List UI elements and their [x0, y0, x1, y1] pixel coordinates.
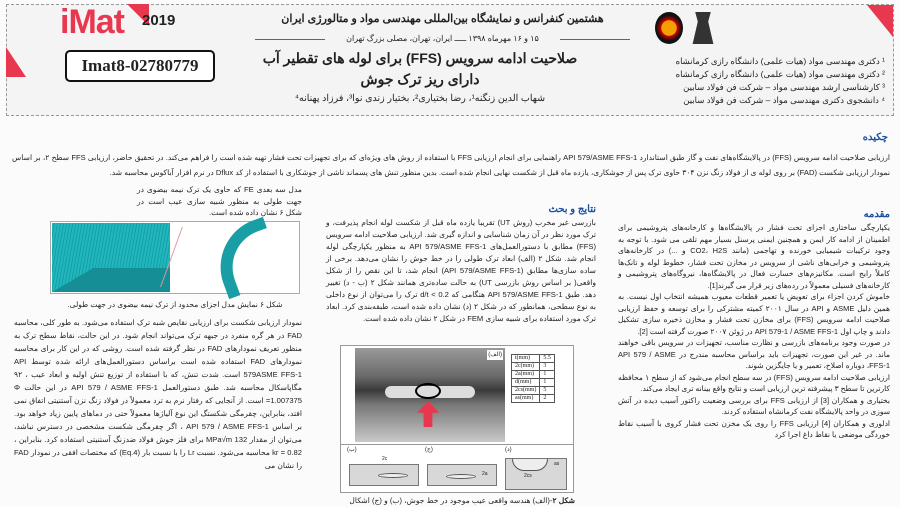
sketch-c — [427, 464, 497, 486]
results-column — [326, 203, 596, 325]
sketch-b — [349, 456, 419, 486]
paragraph: در صورت وجود برنامه‌های بازرسی و نظارت مناسب، تجهیزات در سرویس باقی خواهند ماند. در غیر این صورت، تجهیزات باید براساس محاسبه مندرج در API 579 / ASME FFS-1، دوباره اصلاح، تعمیر و یا جایگزین شوند. — [618, 338, 890, 370]
table-row — [512, 379, 555, 387]
cell: 2c(mm) — [512, 363, 540, 371]
divider — [560, 39, 630, 40]
figure-label: (د) — [505, 447, 512, 453]
table-row — [512, 363, 555, 371]
dimension-label: 2cs — [524, 473, 532, 479]
affiliations — [615, 55, 885, 107]
weld-photo — [355, 348, 505, 442]
results-heading: نتایج و بحث — [548, 204, 596, 215]
dimension-label: as — [554, 461, 560, 467]
affiliation: ¹ دکتری مهندسی مواد (هیات علمی) دانشگاه رازی کرمانشاه — [675, 56, 885, 66]
cell: 2 — [540, 395, 555, 403]
paragraph: یکپارچگی ساختاری اجزای تحت فشار در پالایشگاه‌ها و کارخانه‌های پتروشیمی برای اطمینان از ادامه کار ایمن و همچنین ایمنی پرسنل بسیار مهم تلقی می شود. با توجه به وجود ترکیبات شیمیایی خورنده و تهاجمی (مانند CO2، H2S و ...) در کارخانه‌های پتروشیمی و خرابی‌های ناشی از سرویس در مخازن تحت فشار، خطوط لوله و تانک‌ها کاملاً رایج است. مکانیزم‌های خسارت فعال در پالایشگاه‌ها، نیروگاه‌های پتروشیمی و کارخانه‌های فسیلی معمولاً در رده‌های زیر قرار می گیرند[1]. — [618, 223, 890, 290]
society-logo — [655, 12, 683, 44]
decor-triangle — [867, 5, 893, 37]
figure-label: (الف) — [488, 352, 502, 358]
paragraph: خاموش کردن اجزاء برای تعویض یا تعمیر قطعات معیوب همیشه انتخاب اول نیست. به همین دلیل ASME و API در سال ۲۰۰۱ کمیته مشترکی را برای توسعه و حفظ ارزیابی صلاحیت ادامه سرویس (FFS) برای مخازن تحت فشار و مخازن ذخیره سازی تشکیل دادند و چاپ اول API 579-1 / ASME FFS-1 در ژوئن ۲۰۰۷ صورت گرفته است [2]. — [618, 292, 891, 336]
crack-marker-circle — [415, 383, 441, 399]
paper-title-line2: دارای ریز ترک جوش — [360, 71, 480, 87]
paragraph: بختیاری و همکاران [3] از ارزیابی FFS برای بررسی وضعیت راکتور آسیب دیده در آتش سوزی در واحد پالایشگاه نفت کرمانشاه استفاده کردند. — [618, 395, 890, 416]
caption-text: -(الف) هندسه واقعی عیب موجود در خط جوش، (ب) و (ج) اشکال — [349, 496, 553, 505]
divider — [341, 444, 573, 445]
paragraph: ادلوری و همکاران [4] ارزیابی FFS را روی یک مخزن تحت فشار کروی با آسیب نقاط خوردگی موضعی یا نقاط داغ اجرا کرد — [618, 418, 891, 439]
divider — [255, 39, 325, 40]
paragraph: نمودار ارزیابی شکست برای ارزیابی نقایص شبه ترک استفاده می‌شود. به طور کلی، محاسبه FAD در هر گره منفرد در جبهه ترک می‌تواند انجام شود. در این حالت، نقاط سطح ترک به منظور تعریف نمودارهای FAD در نظر گرفته شده است. روشی که در این کار برای محاسبه نمودارهای FAD استفاده شده است براساس دستورالعمل‌های ارائه شده توسط API 579ASME FFS-1 است. شدت تنش، که با استفاده از توزیع تنش اولیه و ابعاد عیب ، ۹۲ مگاپاسکال محاسبه شد. طبق دستورالعمل API 579 / ASME FFS-1 در این حالت Φ =1.007375 است. از آنجایی که رفتار نرم به ترد معمولاً در فولاد زنگ نزن آستنیتی اتفاق نمی افتد، بنابراین، چقرمگی شکستگ این نوع آلیاژها معمولاً حتی در دماهای پایین زیاد خواهد بود. بر اساس API 579 / ASME FFS-1 ، اگر چقرمگی شکست مشخصی در دسترس نباشد، می‌توان از مقدار 132 MPa√m برای فلز جوش فولاد ضدزنگ آستنیتی استفاده کرد. بنابراین ، kr = 0.82 محاسبه می‌شود. نسبت Lr را با نسبت بار (Eq.4) که مختصات افقی در نمودار FAD را نشان می — [14, 318, 303, 470]
paper-title: صلاحیت ادامه سرویس (FFS) برای لوله های تقطیر آب — [262, 50, 578, 66]
cell: 3 — [540, 363, 555, 371]
caption-label: شکل ۲ — [552, 496, 575, 505]
figure-label: (ب) — [347, 447, 357, 453]
figure-6-caption: شکل ۶ نمایش مدل اجزای محدود از ترک نیمه بیضوی در جهت طولی. — [67, 300, 283, 309]
introduction-column — [618, 208, 890, 441]
cell: 1 — [540, 379, 555, 387]
dimension-label: 2c — [382, 456, 388, 462]
paragraph: مدل سه بعدی FE که حاوی یک ترک نیمه بیضوی در جهت طولی به منظور شبیه سازی عیب است در شکل ۶ نشان داده شده است. — [137, 185, 303, 217]
authors: شهاب الدین زنگنه¹، رضا بختیاری²، بختیار زندی نوا³، فرزاد پهنانه⁴ — [294, 93, 546, 104]
cell: 5 — [540, 387, 555, 395]
affiliation: ² دکتری مهندسی مواد (هیات علمی) دانشگاه رازی کرمانشاه — [675, 69, 885, 79]
figure-2 — [340, 345, 574, 493]
figure-label: (ج) — [425, 447, 433, 453]
cell: 5.5 — [540, 355, 555, 363]
affiliation: ⁴ دانشجوی دکتری مهندسی مواد – شرکت فن فولاد سابین — [683, 95, 885, 105]
paragraph: ارزیابی صلاحیت ادامه سرویس (FFS) در سه سطح انجام می‌شود که از سطح ۱ محافظه کارترین تا سطح ۳ پیشرفته ترین ارزیابی است و نتایج واقع بینانه تری ایجاد می‌کند. — [618, 372, 890, 393]
figure-6 — [50, 221, 300, 294]
cell: 2cs(mm) — [512, 387, 540, 395]
table-row — [512, 387, 555, 395]
conference-name: هشتمین کنفرانس و نمایشگاه بین‌المللی مهندسی مواد و متالورژی ایران — [281, 13, 604, 25]
cell: t(mm) — [512, 355, 540, 363]
table-row — [512, 371, 555, 379]
cell: d(mm) — [512, 379, 540, 387]
cell: 1 — [540, 371, 555, 379]
arrow-up-icon — [417, 401, 439, 427]
affiliation: ³ کارشناسی ارشد مهندسی مواد – شرکت فن فولاد سابین — [683, 82, 885, 92]
dimension-label: 2a — [482, 471, 488, 477]
abstract-heading: چکیده — [862, 132, 888, 143]
crack-dimension-table — [511, 354, 555, 403]
cell: as(mm) — [512, 395, 540, 403]
logo-year: 2019 — [142, 12, 176, 29]
left-column — [14, 184, 302, 219]
imat-logo: iMat — [60, 3, 124, 41]
table-row — [512, 355, 555, 363]
conference-dates: ۱۵ و ۱۶ مهرماه ۱۳۹۸ ـــــ ایران، تهران، مصلی بزرگ تهران — [346, 34, 539, 43]
abstract-text: ارزیابی صلاحیت ادامه سرویس (FFS) در پالایشگاه‌های نفت و گاز طبق استاندارد API 579/ASME FFS-1 راهنمایی برای انجام ارزیابی FFS با استفاده از روش های ویژه‌ای که برای تجهیزات تحت فشار تهیه شده است را فراهم می‌کند. در تحقیق حاضر، ارزیابی FFS سطح ۲، بر اساس نمودار ارزیابی شکست (FAD) بر روی لوله ی از فولاد زنگ نزن ۳۰۴ حاوی ترک پس از جوشکاری، یازده ماه قبل از شکست نهایی انجام شده است. بدین منظور تنش های پسماند ناشی از جوشکاری با استفاده از کد Dflux در نرم افزار آباکوس محاسبه شد. — [12, 153, 891, 177]
table-row — [512, 395, 555, 403]
introduction-heading: مقدمه — [863, 209, 890, 220]
cell: 2a(mm) — [512, 371, 540, 379]
fe-mesh-detail — [52, 223, 170, 292]
sketch-d — [505, 458, 567, 490]
paper-code: Imat8-02780779 — [65, 50, 215, 82]
paragraph: بازرسی غیر مخرب (روش UT) تقریبا یازده ماه قبل از شکست لوله انجام پذیرفت، و ترک مورد نظر در آن زمان شناسایی و اندازه گیری شد. ارزیابی صلاحیت ادامه سرویس (FFS) مطابق با دستورالعمل‌های API 579/ASME FFS-1 به منظور یکپارچگی لوله انجام شد. شکل ۲ (الف) ابعاد ترک طولی را در خط جوش را نشان می‌دهد. برخی از ساده سازی‌ها مطابق (API 579/ASME FFS-1) انجام شد، تا این نقص را از شکل واقعی( بر اساس روش بازرسی UT) به حالت ساده‌تری همانند شکل ۲ (ب - د) تغییر دهد. طبق API 579/ASME FFS-1 هنگامی که d/t < 0.2 ترک را می‌توان از نوع داخلی به نوع سطحی، همانطور که در شکل ۲ (د) نشان داده شده است، طبقه‌بندی کرد. ابعاد ترک مورد استفاده برای شبیه سازی FEM در شکل ۲ نشان داده شده است. — [326, 218, 597, 323]
figure-2-caption — [330, 495, 575, 506]
decor-triangle — [6, 47, 26, 77]
